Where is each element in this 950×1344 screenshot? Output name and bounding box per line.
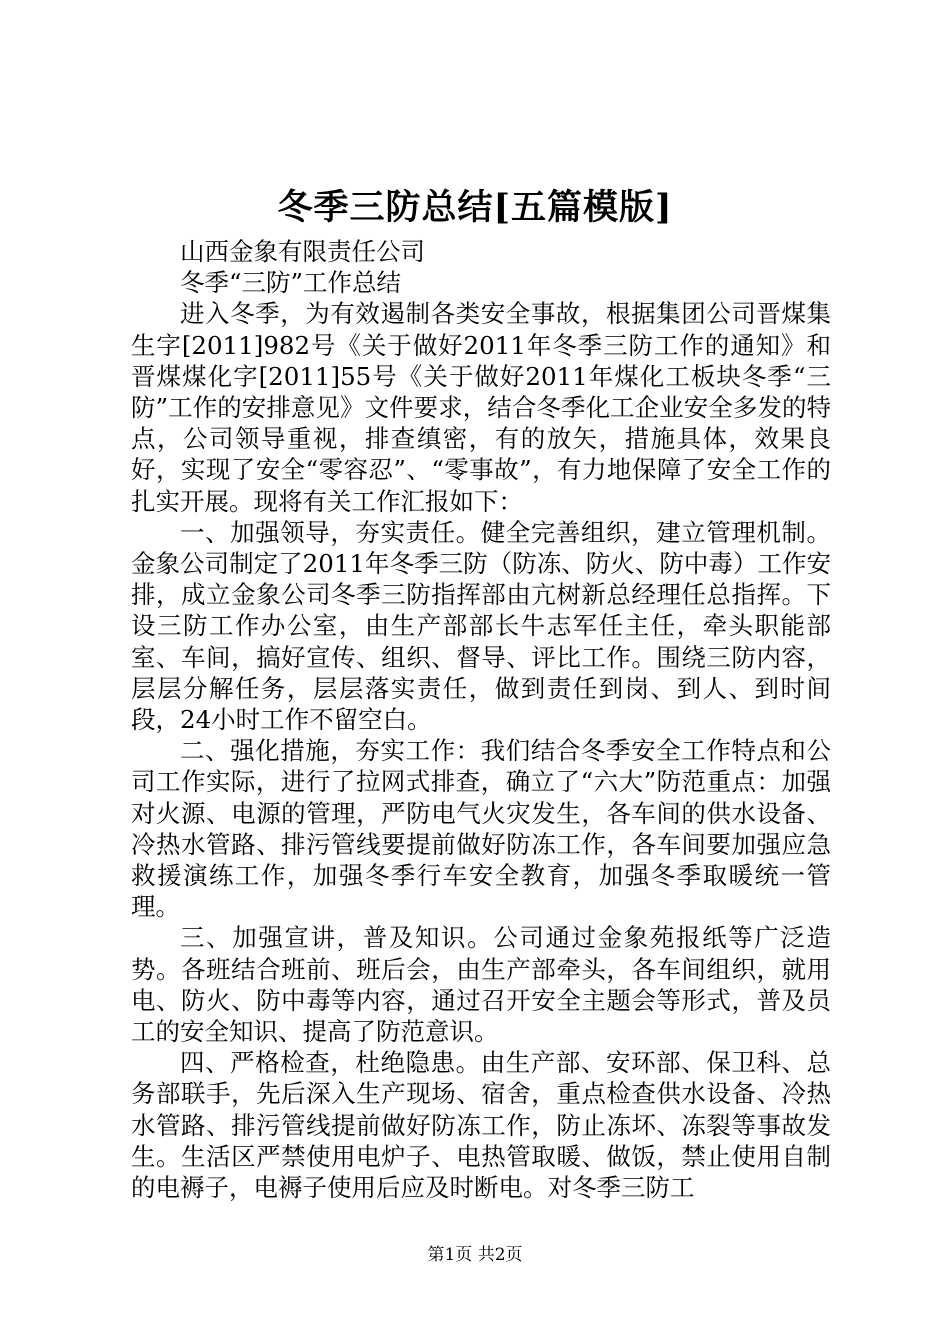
- paragraph-section-1: 一、加强领导，夯实责任。健全完善组织，建立管理机制。金象公司制定了2011年冬季三防（防冻、防火、防中毒）工作安排，成立金象公司冬季三防指挥部由亢树新总经理任总指挥。下设三防工作办公室，由生产部部长牛志军任主任，牵头职能部室、车间，搞好宣传、组织、督导、评比工作。围绕三防内容，层层分解任务，层层落实责任，做到责任到岗、到人、到时间段，24小时工作不留空白。: [131, 517, 831, 735]
- paragraph-section-2: 二、强化措施，夯实工作：我们结合冬季安全工作特点和公司工作实际，进行了拉网式排查，确立了“六大”防范重点：加强对火源、电源的管理，严防电气火灾发生，各车间的供水设备、冷热水管路、排污管线要提前做好防冻工作，各车间要加强应急救援演练工作，加强冬季行车安全教育，加强冬季取暖统一管理。: [131, 736, 831, 922]
- paragraph-section-3: 三、加强宣讲，普及知识。公司通过金象苑报纸等广泛造势。各班结合班前、班后会，由生产部牵头，各车间组织，就用电、防火、防中毒等内容，通过召开安全主题会等形式，普及员工的安全知识、提高了防范意识。: [131, 923, 831, 1047]
- paragraph-subtitle: 冬季“三防”工作总结: [180, 268, 402, 298]
- document-title: 冬季三防总结[五篇模版]: [277, 187, 673, 228]
- paragraph-company-name: 山西金象有限责任公司: [180, 237, 425, 266]
- page-footer: 第1页 共2页: [427, 1245, 523, 1265]
- paragraph-section-4: 四、严格检查，杜绝隐患。由生产部、安环部、保卫科、总务部联手，先后深入生产现场、宿舍，重点检查供水设备、冷热水管路、排污管线提前做好防冻工作，防止冻坏、冻裂等事故发生。生活区严禁使用电炉子、电热管取暖、做饭，禁止使用自制的电褥子，电褥子使用后应及时断电。对冬季三防工: [131, 1048, 831, 1203]
- paragraph-intro: 进入冬季，为有效遏制各类安全事故，根据集团公司晋煤集生字[2011]982号《关于做好2011年冬季三防工作的通知》和晋煤煤化字[2011]55号《关于做好2011年煤化工板块冬季“三防”工作的安排意见》文件要求，结合冬季化工企业安全多发的特点，公司领导重视，排查缜密，有的放矢，措施具体，效果良好，实现了安全“零容忍”、“零事故”，有力地保障了安全工作的扎实开展。现将有关工作汇报如下：: [131, 299, 831, 516]
- document-body: [131, 236, 831, 1203]
